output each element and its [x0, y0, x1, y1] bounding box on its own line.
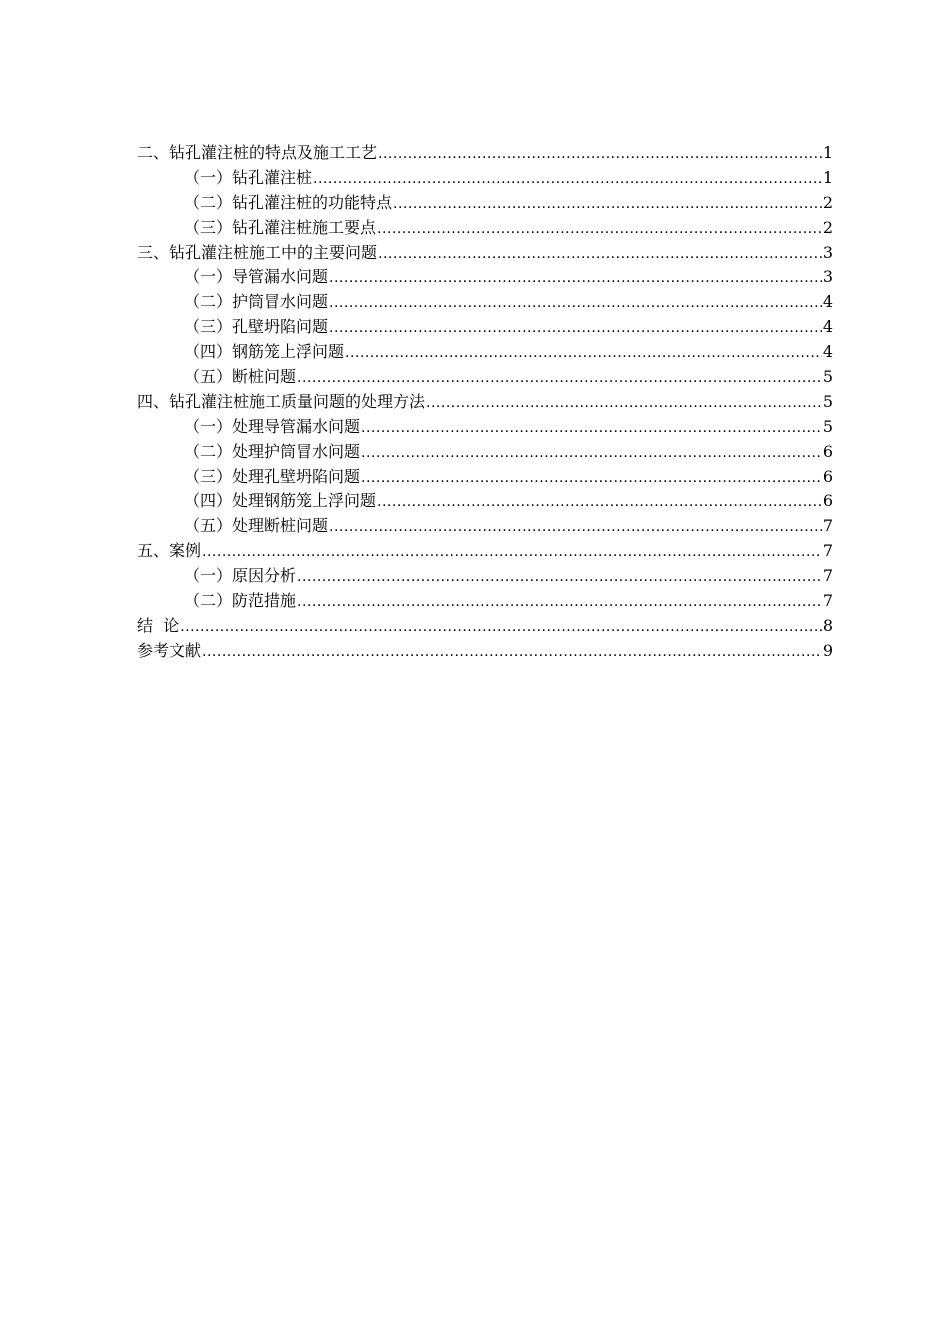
toc-entry-page: 6	[822, 491, 833, 511]
toc-entry-title: （四）处理钢筋笼上浮问题	[184, 491, 377, 511]
toc-entry[interactable]	[137, 390, 833, 415]
toc-dot-leader	[297, 590, 822, 615]
toc-entry[interactable]	[137, 365, 833, 390]
toc-dot-leader	[378, 242, 822, 267]
toc-entry-page: 2	[822, 217, 833, 237]
toc-entry-title: （一）原因分析	[184, 566, 297, 586]
toc-entry[interactable]	[137, 166, 833, 191]
toc-entry[interactable]	[137, 191, 833, 216]
toc-dot-leader	[361, 441, 822, 466]
toc-entry-page: 5	[822, 391, 833, 411]
toc-entry[interactable]	[137, 589, 833, 614]
toc-entry-title: （四）钢筋笼上浮问题	[184, 342, 345, 362]
toc-entry[interactable]	[137, 639, 833, 664]
toc-entry-title: （一）处理导管漏水问题	[184, 416, 361, 436]
toc-dot-leader	[378, 142, 822, 167]
toc-entry-page: 6	[822, 441, 833, 461]
toc-dot-leader	[329, 316, 822, 341]
toc-entry-title: 结 论	[137, 615, 180, 635]
toc-entry[interactable]	[137, 415, 833, 440]
toc-dot-leader	[202, 540, 822, 565]
toc-dot-leader	[393, 192, 822, 217]
toc-entry-page: 4	[822, 317, 833, 337]
toc-entry-title: 参考文献	[137, 640, 202, 660]
toc-entry-page: 7	[822, 541, 833, 561]
toc-entry[interactable]	[137, 265, 833, 290]
toc-dot-leader	[361, 466, 822, 491]
toc-entry-title: （二）处理护筒冒水问题	[184, 441, 361, 461]
toc-dot-leader	[377, 217, 822, 242]
toc-entry[interactable]	[137, 440, 833, 465]
toc-entry[interactable]	[137, 340, 833, 365]
toc-entry-title: （二）护筒冒水问题	[184, 292, 329, 312]
toc-dot-leader	[329, 266, 822, 291]
toc-dot-leader	[329, 291, 822, 316]
toc-entry-title: （三）孔壁坍陷问题	[184, 317, 329, 337]
toc-entry-title: 五、案例	[137, 541, 202, 561]
toc-entry-title: （五）断桩问题	[184, 367, 297, 387]
toc-dot-leader	[202, 640, 822, 665]
toc-entry-title: （三）钻孔灌注桩施工要点	[184, 217, 377, 237]
toc-entry-page: 5	[822, 416, 833, 436]
toc-entry-page: 4	[822, 342, 833, 362]
toc-entry-title: （三）处理孔壁坍陷问题	[184, 466, 361, 486]
toc-entry[interactable]	[137, 315, 833, 340]
toc-entry-title: （一）钻孔灌注桩	[184, 167, 313, 187]
toc-entry-page: 4	[822, 292, 833, 312]
toc-entry-page: 7	[822, 516, 833, 536]
toc-entry-page: 3	[822, 242, 833, 262]
toc-dot-leader	[361, 416, 822, 441]
toc-entry[interactable]	[137, 614, 833, 639]
toc-entry-page: 6	[822, 466, 833, 486]
toc-entry[interactable]	[137, 241, 833, 266]
toc-dot-leader	[345, 341, 822, 366]
toc-entry-page: 8	[822, 615, 833, 635]
toc-entry[interactable]	[137, 514, 833, 539]
toc-entry-page: 1	[822, 167, 833, 187]
toc-dot-leader	[426, 391, 822, 416]
toc-entry-page: 2	[822, 192, 833, 212]
toc-dot-leader	[297, 366, 822, 391]
toc-entry-title: （二）防范措施	[184, 591, 297, 611]
toc-entry[interactable]	[137, 216, 833, 241]
toc-dot-leader	[180, 615, 822, 640]
toc-entry[interactable]	[137, 564, 833, 589]
toc-entry[interactable]	[137, 290, 833, 315]
toc-entry-title: 四、钻孔灌注桩施工质量问题的处理方法	[137, 391, 426, 411]
toc-entry-title: （二）钻孔灌注桩的功能特点	[184, 192, 393, 212]
toc-entry-title: （五）处理断桩问题	[184, 516, 329, 536]
toc-entry-page: 9	[822, 640, 833, 660]
toc-dot-leader	[377, 490, 822, 515]
toc-entry-title: 二、钻孔灌注桩的特点及施工工艺	[137, 143, 378, 162]
toc-dot-leader	[313, 167, 822, 192]
toc-entry-page: 7	[822, 566, 833, 586]
toc-entry-page: 7	[822, 591, 833, 611]
toc-entry-page: 1	[822, 143, 833, 162]
toc-dot-leader	[297, 565, 822, 590]
toc-entry[interactable]	[137, 489, 833, 514]
toc-entry[interactable]	[137, 465, 833, 490]
toc-entry-page: 3	[822, 267, 833, 287]
toc-entry-page: 5	[822, 367, 833, 387]
toc-dot-leader	[329, 515, 822, 540]
toc-entry[interactable]	[137, 539, 833, 564]
toc-entry-title: 三、钻孔灌注桩施工中的主要问题	[137, 242, 378, 262]
table-of-contents	[137, 141, 833, 664]
toc-entry[interactable]	[137, 141, 833, 166]
toc-entry-title: （一）导管漏水问题	[184, 267, 329, 287]
